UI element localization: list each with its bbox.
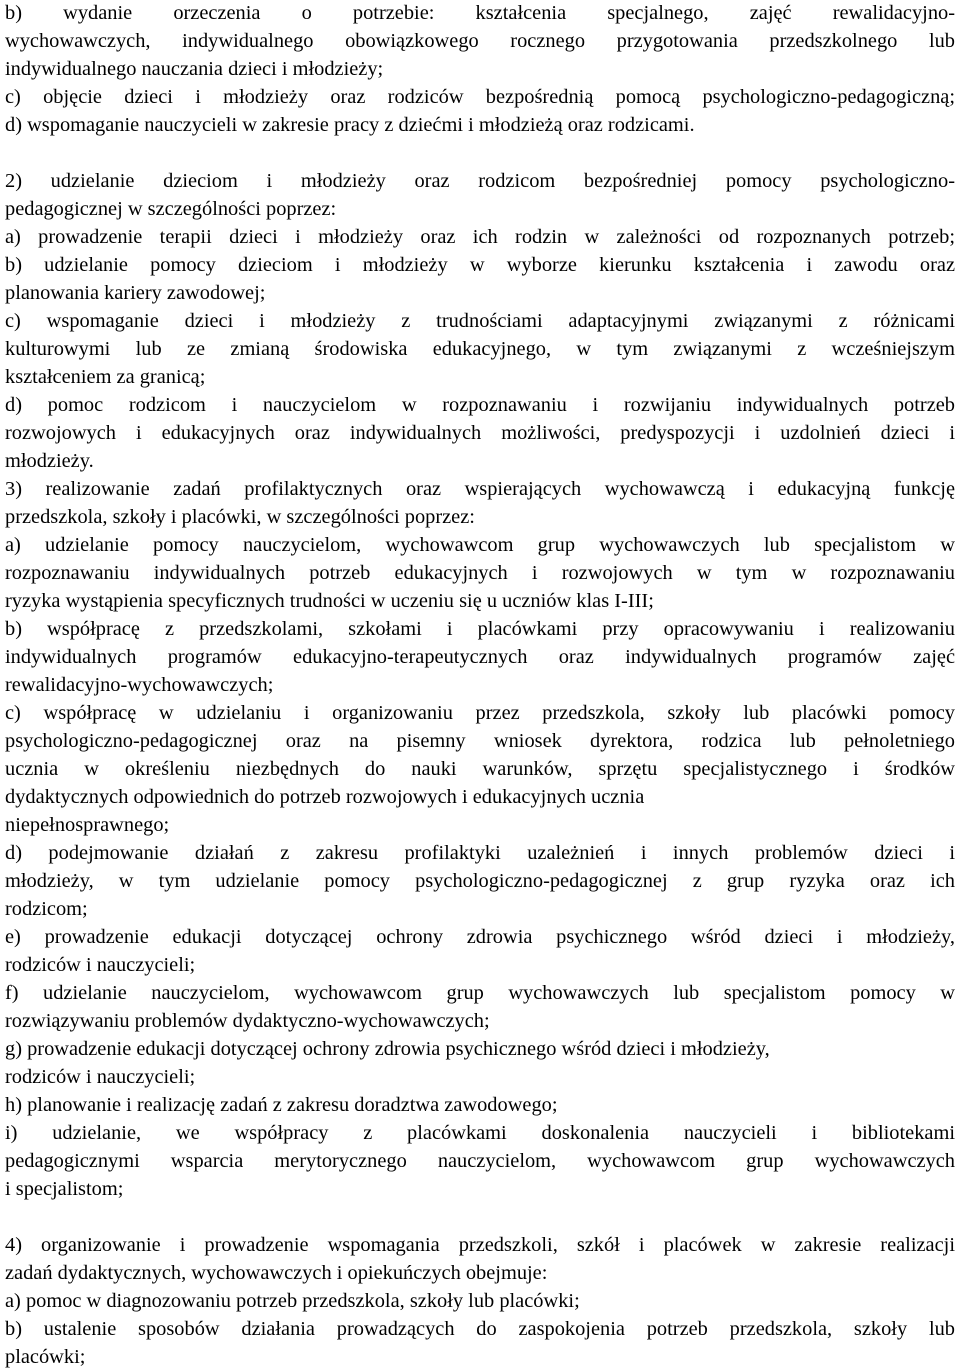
text-line: przedszkola, szkoły i placówki, w szczególności poprzez:	[5, 506, 475, 528]
text-line: a) prowadzenie terapii dzieci i młodzieży oraz ich rodzin w zależności od rozpoznanych potrzeb;	[5, 226, 955, 248]
section-3	[5, 1231, 955, 1371]
text-line: 2) udzielanie dzieciom i młodzieży oraz rodzicom bezpośredniej pomocy psychologiczno-	[5, 170, 955, 192]
text-line: rodzicom;	[5, 898, 88, 920]
text-line: d) podejmowanie działań z zakresu profilaktyki uzależnień i innych problemów dzieci i	[5, 842, 955, 864]
text-line: psychologiczno-pedagogicznej oraz na pisemny wniosek dyrektora, rodzica lub pełnoletniego	[5, 730, 955, 752]
text-line: i specjalistom;	[5, 1178, 124, 1200]
text-line: rozwiązywaniu problemów dydaktyczno-wychowawczych;	[5, 1010, 490, 1032]
text-line: a) pomoc w diagnozowaniu potrzeb przedszkola, szkoły lub placówki;	[5, 1290, 580, 1312]
text-line: g) prowadzenie edukacji dotyczącej ochrony zdrowia psychicznego wśród dzieci i młodzieży,	[5, 1038, 770, 1060]
text-line: d) pomoc rodzicom i nauczycielom w rozpoznawaniu i rozwijaniu indywidualnych potrzeb	[5, 394, 955, 416]
text-line: zadań dydaktycznych, wychowawczych i opiekuńczych obejmuje:	[5, 1262, 548, 1284]
text-line: rodziców i nauczycieli;	[5, 954, 196, 976]
text-line: rewalidacyjno-wychowawczych;	[5, 674, 274, 696]
text-line: b) współpracę z przedszkolami, szkołami i placówkami przy opracowywaniu i realizowaniu	[5, 618, 955, 640]
text-line: e) prowadzenie edukacji dotyczącej ochrony zdrowia psychicznego wśród dzieci i młodzieży,	[5, 926, 955, 948]
text-line: c) współpracę w udzielaniu i organizowaniu przez przedszkola, szkoły lub placówki pomocy	[5, 702, 955, 724]
section-2	[5, 167, 955, 1203]
text-line: i) udzielanie, we współpracy z placówkami doskonalenia nauczycieli i bibliotekami	[5, 1122, 955, 1144]
text-line: planowania kariery zawodowej;	[5, 282, 266, 304]
text-line: placówki;	[5, 1346, 86, 1368]
text-line: b) ustalenie sposobów działania prowadzących do zaspokojenia potrzeb przedszkola, szkoły lub	[5, 1318, 955, 1340]
text-line: 3) realizowanie zadań profilaktycznych oraz wspierających wychowawczą i edukacyjną funkcję	[5, 478, 955, 500]
text-line: c) objęcie dzieci i młodzieży oraz rodziców bezpośrednią pomocą psychologiczno-pedagogiczną;	[5, 86, 955, 108]
text-line: wychowawczych, indywidualnego obowiązkowego rocznego przygotowania przedszkolnego lub	[5, 30, 955, 52]
text-line: ryzyka wystąpienia specyficznych trudności w uczeniu się u uczniów klas I-III;	[5, 590, 654, 612]
text-line: pedagogicznymi wsparcia merytorycznego nauczycielom, wychowawcom grup wychowawczych	[5, 1150, 955, 1172]
text-line: dydaktycznych odpowiednich do potrzeb rozwojowych i edukacyjnych ucznia	[5, 786, 645, 808]
text-line: a) udzielanie pomocy nauczycielom, wychowawcom grup wychowawczych lub specjalistom w	[5, 534, 955, 556]
text-line: ucznia w określeniu niezbędnych do nauki warunków, sprzętu specjalistycznego i środków	[5, 758, 955, 780]
text-line: c) wspomaganie dzieci i młodzieży z trudnościami adaptacyjnymi związanymi z różnicami	[5, 310, 955, 332]
text-line: kształceniem za granicą;	[5, 366, 206, 388]
text-line: rozpoznawaniu indywidualnych potrzeb edukacyjnych i rozwojowych w tym w rozpoznawaniu	[5, 562, 955, 584]
text-line: indywidualnego nauczania dzieci i młodzieży;	[5, 58, 384, 80]
text-line: kulturowymi lub ze zmianą środowiska edukacyjnego, w tym związanymi z wcześniejszym	[5, 338, 955, 360]
text-line: niepełnosprawnego;	[5, 814, 170, 836]
text-line: h) planowanie i realizację zadań z zakresu doradztwa zawodowego;	[5, 1094, 558, 1116]
text-line: b) wydanie orzeczenia o potrzebie: kształcenia specjalnego, zajęć rewalidacyjno-	[5, 2, 955, 24]
text-line: pedagogicznej w szczególności poprzez:	[5, 198, 337, 220]
text-line: młodzieży, w tym udzielanie pomocy psychologiczno-pedagogicznej z grup ryzyka oraz ich	[5, 870, 955, 892]
text-line: d) wspomaganie nauczycieli w zakresie pracy z dziećmi i młodzieżą oraz rodzicami.	[5, 114, 695, 136]
text-line: f) udzielanie nauczycielom, wychowawcom grup wychowawczych lub specjalistom pomocy w	[5, 982, 955, 1004]
text-line: rozwojowych i edukacyjnych oraz indywidualnych możliwości, predyspozycji i uzdolnień dzieci i	[5, 422, 955, 444]
text-line: rodziców i nauczycieli;	[5, 1066, 196, 1088]
section-1	[5, 0, 955, 139]
text-line: b) udzielanie pomocy dzieciom i młodzieży w wyborze kierunku kształcenia i zawodu oraz	[5, 254, 955, 276]
text-line: indywidualnych programów edukacyjno-terapeutycznych oraz indywidualnych programów zajęć	[5, 646, 955, 668]
text-line: młodzieży.	[5, 450, 94, 472]
text-line: 4) organizowanie i prowadzenie wspomagania przedszkoli, szkół i placówek w zakresie realizacji	[5, 1234, 955, 1256]
